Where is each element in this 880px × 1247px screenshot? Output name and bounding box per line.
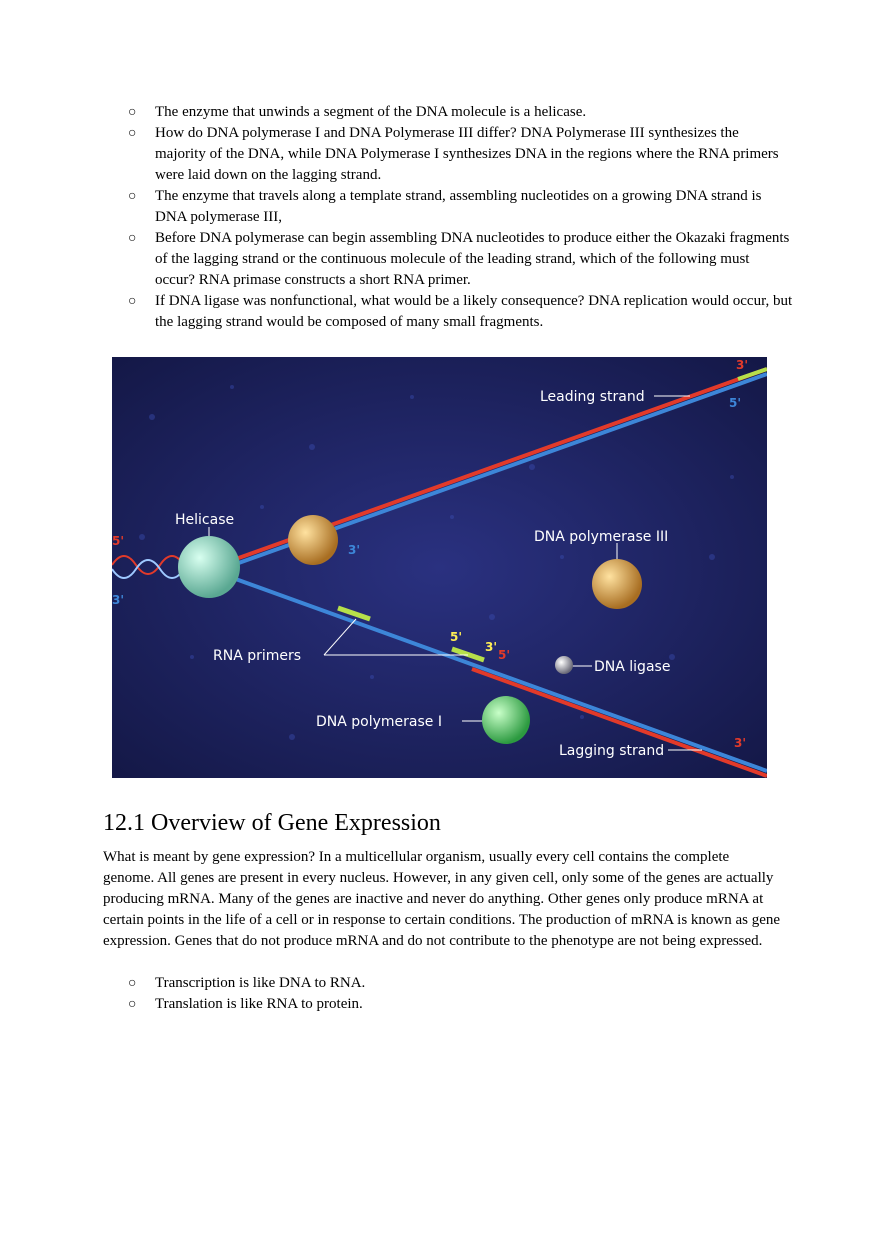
bullet-glyph: ○ xyxy=(128,105,137,120)
section-heading: 12.1 Overview of Gene Expression xyxy=(103,810,441,836)
label-dna-polymerase-iii: DNA polymerase III xyxy=(534,529,669,545)
label-helicase: Helicase xyxy=(175,512,235,528)
list-item-text: How do DNA polymerase I and DNA Polymerase III differ? DNA Polymerase III synthesizes the majority of the DNA, while DNA Polymerase I synthesizes DNA in the regions where the RNA primers were laid down on the lagging strand. xyxy=(155,125,779,183)
dna-polymerase-i-sphere xyxy=(482,696,530,744)
label-rna-primers: RNA primers xyxy=(213,648,302,664)
bullet-glyph: ○ xyxy=(128,231,137,246)
end-label-3prime-pol3: 3' xyxy=(348,543,361,557)
list-item xyxy=(103,186,793,228)
end-label-5prime-left: 5' xyxy=(112,534,125,548)
gene-expression-bullet-list xyxy=(103,973,793,1015)
list-item-text: Translation is like RNA to protein. xyxy=(155,996,363,1012)
list-item-text: Before DNA polymerase can begin assembling DNA nucleotides to produce either the Okazaki fragments of the lagging strand or the continuous molecule of the leading strand, which of the following must occur? RNA primase constructs a short RNA primer. xyxy=(155,230,790,288)
dna-replication-diagram xyxy=(112,357,767,778)
list-item xyxy=(103,123,793,186)
end-label-5prime-primer: 5' xyxy=(450,630,463,644)
end-label-5prime-okazaki: 5' xyxy=(498,648,511,662)
list-item xyxy=(103,994,793,1015)
label-dna-ligase: DNA ligase xyxy=(594,659,671,675)
list-item xyxy=(103,291,793,333)
dna-polymerase-iii-on-strand xyxy=(288,515,338,565)
end-label-3prime-top: 3' xyxy=(736,358,749,372)
section-paragraph: What is meant by gene expression? In a multicellular organism, usually every cell contains the complete genome. All genes are present in every nucleus. However, in any given cell, only some of the genes are actually producing mRNA. Many of the genes are inactive and never do anything. Other genes only produce mRNA at certain points in the life of a cell or in response to certain conditions. The production of mRNA is known as gene expression. Genes that do not produce mRNA and do not contribute to the phenotype are not being expressed. xyxy=(103,849,781,949)
helicase-sphere xyxy=(178,536,240,598)
list-item-text: The enzyme that unwinds a segment of the DNA molecule is a helicase. xyxy=(155,104,587,120)
dna-polymerase-iii-free xyxy=(592,559,642,609)
list-item-text: If DNA ligase was nonfunctional, what would be a likely consequence? DNA replication would occur, but the lagging strand would be composed of many small fragments. xyxy=(155,293,793,330)
list-item xyxy=(103,228,793,291)
list-item-text: The enzyme that travels along a template strand, assembling nucleotides on a growing DNA strand is DNA polymerase III, xyxy=(155,188,762,225)
bullet-glyph: ○ xyxy=(128,126,137,141)
end-label-3prime-left: 3' xyxy=(112,593,125,607)
list-item-text: Transcription is like DNA to RNA. xyxy=(155,975,366,991)
bullet-glyph: ○ xyxy=(128,189,137,204)
bullet-glyph: ○ xyxy=(128,997,137,1012)
end-label-3prime-primer: 3' xyxy=(485,640,498,654)
end-label-3prime-bottom: 3' xyxy=(734,736,747,750)
dna-ligase-sphere xyxy=(555,656,573,674)
label-dna-polymerase-i: DNA polymerase I xyxy=(316,714,442,730)
end-label-5prime-top: 5' xyxy=(729,396,742,410)
replication-bullet-list xyxy=(103,102,793,333)
bullet-glyph: ○ xyxy=(128,294,137,309)
list-item xyxy=(103,102,793,123)
label-leading-strand: Leading strand xyxy=(540,389,645,405)
list-item xyxy=(103,973,793,994)
bullet-glyph: ○ xyxy=(128,976,137,991)
label-lagging-strand: Lagging strand xyxy=(559,743,665,759)
dna-replication-figure xyxy=(112,357,767,778)
